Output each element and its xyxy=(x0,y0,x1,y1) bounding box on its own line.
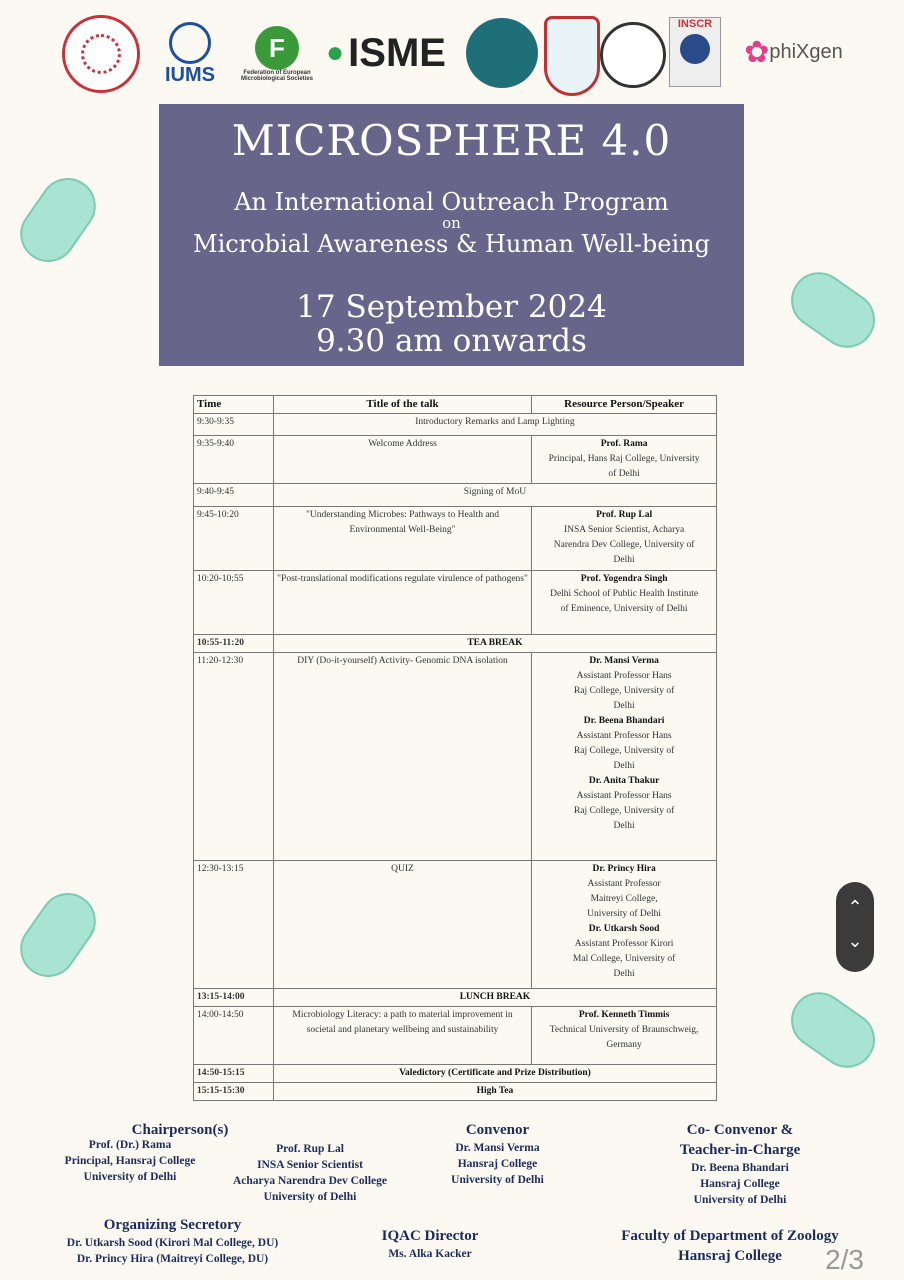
table-header: Time Title of the talk Resource Person/Speaker xyxy=(194,396,717,414)
microbe-illustration xyxy=(780,981,886,1078)
speaker-affiliation: Delhi School of Public Health Institute of Eminence, University of Delhi xyxy=(550,589,699,614)
speaker-affiliation: Principal, Hans Raj College, University of Delhi xyxy=(548,454,700,479)
speaker-name: Dr. Anita Thakur xyxy=(588,776,660,786)
fems-logo: F Federation of European Microbiological Societies xyxy=(232,16,322,92)
speaker-name: Dr. Mansi Verma xyxy=(589,656,659,666)
speaker-affiliation: Assistant Professor Hans Raj College, University of Delhi xyxy=(573,731,675,771)
time-cell: 9:40-9:45 xyxy=(194,484,274,507)
microbe-illustration xyxy=(9,167,106,273)
table-row xyxy=(194,1083,717,1101)
page-scroll-control xyxy=(836,882,874,972)
time-cell: 10:55-11:20 xyxy=(194,635,274,653)
chairpersons-section: Chairperson(s) xyxy=(131,1122,229,1138)
iqac-section: IQAC Director Ms. Alka Kacker xyxy=(381,1228,479,1260)
phixgen-logo: ✿ phiXgen xyxy=(744,35,843,69)
speaker-cell xyxy=(532,653,717,861)
event-theme: Microbial Awareness & Human Well-being xyxy=(193,230,710,258)
time-cell: 14:00-14:50 xyxy=(194,1007,274,1065)
session-cell: LUNCH BREAK xyxy=(273,989,716,1007)
chairperson-2: Prof. Rup Lal INSA Senior Scientist Acharya Narendra Dev College University of Delhi xyxy=(232,1143,388,1203)
time-cell: 12:30-13:15 xyxy=(194,861,274,989)
chairperson-1: Prof. (Dr.) Rama Principal, Hansraj College University of Delhi xyxy=(64,1139,196,1183)
speaker-name: Prof. Rama xyxy=(600,439,648,449)
scroll-up-button[interactable]: ⌃ xyxy=(847,897,863,918)
talk-title-cell: DIY (Do-it-yourself) Activity- Genomic DNA isolation xyxy=(273,653,531,861)
microbe-illustration xyxy=(9,882,106,988)
speaker-affiliation: Assistant Professor Hans Raj College, University of Delhi xyxy=(573,791,675,831)
session-cell: Signing of MoU xyxy=(273,484,716,507)
time-cell: 10:20-10:55 xyxy=(194,571,274,635)
talk-title-cell: Microbiology Literacy: a path to material improvement in societal and planetary wellbeing and sustainability xyxy=(273,1007,531,1065)
speaker-name: Prof. Yogendra Singh xyxy=(580,574,668,584)
speaker-cell xyxy=(532,1007,717,1065)
inscr-logo: INSCR xyxy=(669,17,721,87)
session-cell: TEA BREAK xyxy=(273,635,716,653)
university-crest-logo xyxy=(600,22,666,88)
table-row xyxy=(194,571,717,635)
time-cell: 9:35-9:40 xyxy=(194,436,274,484)
isme-logo: ● ISME xyxy=(326,30,446,75)
table-row xyxy=(194,507,717,571)
speaker-affiliation: Assistant Professor Kirori Mal College, University of Delhi xyxy=(572,939,676,979)
table-row xyxy=(194,989,717,1007)
session-cell: Introductory Remarks and Lamp Lighting xyxy=(273,414,716,436)
event-subtitle: An International Outreach Program xyxy=(234,188,669,216)
speaker-name: Prof. Rup Lal xyxy=(596,510,653,520)
table-row xyxy=(194,635,717,653)
table-row xyxy=(194,1007,717,1065)
speaker-cell xyxy=(532,861,717,989)
insa-logo xyxy=(62,15,140,93)
event-date: 17 September 2024 9.30 am onwards xyxy=(296,289,607,359)
imili-logo xyxy=(466,18,538,88)
page-indicator: 2/3 xyxy=(825,1244,864,1275)
speaker-name: Dr. Beena Bhandari xyxy=(583,716,665,726)
table-row xyxy=(194,414,717,436)
time-cell: 15:15-15:30 xyxy=(194,1083,274,1101)
speaker-affiliation: Assistant Professor Hans Raj College, University of Delhi xyxy=(573,671,675,711)
event-title: MICROSPHERE 4.0 xyxy=(231,116,672,165)
speaker-affiliation: INSA Senior Scientist, Acharya Narendra Dev College, University of Delhi xyxy=(553,525,695,565)
talk-title-cell: QUIZ xyxy=(273,861,531,989)
time-cell: 14:50-15:15 xyxy=(194,1065,274,1083)
iums-logo: IUMS xyxy=(155,18,225,90)
speaker-cell xyxy=(532,571,717,635)
college-crest-logo xyxy=(544,16,600,96)
event-banner xyxy=(159,104,744,366)
speaker-cell xyxy=(532,436,717,484)
microbe-illustration xyxy=(780,261,886,358)
speaker-name: Dr. Utkarsh Sood xyxy=(588,924,660,934)
talk-title-cell: "Understanding Microbes: Pathways to Health and Environmental Well-Being" xyxy=(273,507,531,571)
speaker-name: Dr. Princy Hira xyxy=(592,864,656,874)
session-cell: High Tea xyxy=(273,1083,716,1101)
time-cell: 13:15-14:00 xyxy=(194,989,274,1007)
table-row xyxy=(194,1065,717,1083)
faculty-section: Faculty of Department of Zoology Hansraj College xyxy=(621,1228,839,1264)
speaker-name: Prof. Kenneth Timmis xyxy=(578,1010,670,1020)
time-cell: 11:20-12:30 xyxy=(194,653,274,861)
schedule-table xyxy=(193,395,717,1101)
scroll-down-button[interactable]: ⌄ xyxy=(847,931,863,952)
session-cell: Valedictory (Certificate and Prize Distribution) xyxy=(273,1065,716,1083)
talk-title-cell: "Post-translational modifications regulate virulence of pathogens" xyxy=(273,571,531,635)
table-row xyxy=(194,861,717,989)
table-row xyxy=(194,484,717,507)
time-cell: 9:45-10:20 xyxy=(194,507,274,571)
talk-title-cell: Welcome Address xyxy=(273,436,531,484)
time-cell: 9:30-9:35 xyxy=(194,414,274,436)
event-subtitle-on: on xyxy=(442,214,461,232)
organizing-secretary-section: Organizing Secretory Dr. Utkarsh Sood (Kirori Mal College, DU) Dr. Princy Hira (Maitreyi College, DU) xyxy=(66,1217,279,1265)
speaker-cell xyxy=(532,507,717,571)
table-row xyxy=(194,436,717,484)
speaker-affiliation: Technical University of Braunschweig, Germany xyxy=(549,1025,699,1050)
convenor-section: Convenor Dr. Mansi Verma Hansraj College University of Delhi xyxy=(451,1122,544,1186)
co-convenor-section: Co- Convenor & Teacher-in-Charge Dr. Beena Bhandari Hansraj College University of Delhi xyxy=(679,1122,801,1206)
table-row xyxy=(194,653,717,861)
speaker-affiliation: Assistant Professor Maitreyi College, University of Delhi xyxy=(587,879,662,919)
